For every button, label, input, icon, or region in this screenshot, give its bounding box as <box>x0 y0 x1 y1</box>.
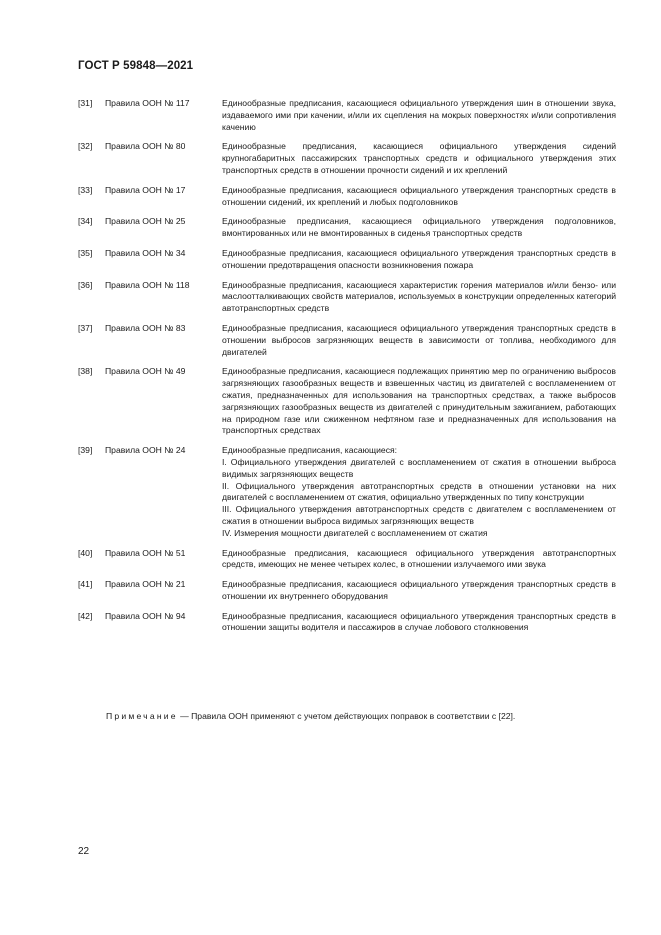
reference-document: Правила ООН № 94 <box>105 610 186 621</box>
reference-title <box>222 323 616 358</box>
reference-title-line: Единообразные предписания, касающиеся официального утверждения шин в отношении звука, издаваемого ими при качении, и/или их сцепления на мокрых поверхностях и/или сопротивления качению <box>222 98 616 132</box>
reference-title <box>222 366 616 437</box>
reference-title-line: IV. Измерения мощности двигателей с воспламенением от сжатия <box>222 527 488 538</box>
reference-number: [32] <box>78 141 93 152</box>
reference-document: Правила ООН № 17 <box>105 184 186 195</box>
reference-title-line: Единообразные предписания, касающиеся официального утверждения транспортных средств в отношении защиты водителя и пассажиров в случае лобового столкновения <box>222 610 616 633</box>
reference-title-line: Единообразные предписания, касающиеся официального утверждения транспортных средств в отношении выбросов загрязняющих веществ в зависимости от топлива, необходимого для двигателей <box>222 322 616 357</box>
reference-title-line: Единообразные предписания, касающиеся подлежащих принятию мер по ограничению выбросов загрязняющих газообразных веществ и взвешенных частиц из двигателей с воспламенением от сжатия, предназначенных для использования на транспортных средствах, а также выбросов загрязняющих газообразных веществ из двигателей с принудительным зажиганием, работающих на природном газе или сжиженном нефтяном газе и предназначенных для использования на транспортных средствах <box>222 366 616 436</box>
reference-document: Правила ООН № 51 <box>105 547 186 558</box>
reference-title-line: II. Официального утверждения автотранспортных средств в отношении установки на них двигателей с воспламенением от сжатия, официально утвержденных по типу конструкции <box>222 480 616 503</box>
reference-title-line: Единообразные предписания, касающиеся официального утверждения подголовников, вмонтированных или не вмонтированных в сиденья транспортных средств <box>222 216 616 239</box>
reference-number: [31] <box>78 98 93 108</box>
reference-number: [37] <box>78 322 93 333</box>
references-list <box>78 98 616 642</box>
reference-number: [40] <box>78 547 93 558</box>
reference-document: Правила ООН № 118 <box>105 279 190 290</box>
reference-number: [35] <box>78 247 93 258</box>
reference-number: [38] <box>78 366 93 377</box>
reference-title-line: Единообразные предписания, касающиеся официального утверждения автотранспортных средств, имеющих не менее четырех колес, в отношении излучаемого ими звука <box>222 547 616 570</box>
reference-document: Правила ООН № 117 <box>105 98 190 108</box>
page-number: 22 <box>78 846 90 857</box>
reference-document: Правила ООН № 25 <box>105 216 186 227</box>
reference-entry <box>78 141 616 176</box>
reference-title <box>222 216 616 240</box>
reference-title-line: III. Официального утверждения автотранспортных средств с двигателем с воспламенением от сжатия в отношении выброса видимых загрязняющих веществ <box>222 504 616 526</box>
reference-title <box>222 445 616 539</box>
reference-document: Правила ООН № 24 <box>105 445 186 456</box>
reference-document: Правила ООН № 21 <box>105 579 186 590</box>
reference-entry <box>78 248 616 272</box>
reference-title-line: Единообразные предписания, касающиеся: <box>222 445 398 456</box>
reference-number: [33] <box>78 184 93 195</box>
reference-title <box>222 248 616 272</box>
reference-title <box>222 548 616 572</box>
reference-entry <box>78 323 616 358</box>
reference-title-line: Единообразные предписания, касающиеся официального утверждения сидений крупногабаритных пассажирских транспортных средств и официального утверждения этих транспортных средств в отношении прочности сидений и их креплений <box>222 141 616 175</box>
reference-entry <box>78 445 616 539</box>
note <box>106 711 515 723</box>
note-label: Примечание <box>106 711 178 721</box>
reference-title <box>222 280 616 315</box>
reference-entry <box>78 98 616 133</box>
reference-number: [41] <box>78 579 93 590</box>
reference-number: [39] <box>78 445 93 456</box>
reference-document: Правила ООН № 34 <box>105 247 186 258</box>
reference-entry <box>78 611 616 635</box>
reference-title-line: Единообразные предписания, касающиеся характеристик горения материалов и/или бензо- или маслоотталкивающих свойств материалов, используемых в конструкции определенных категорий автотранспортных средств <box>222 279 616 314</box>
reference-document: Правила ООН № 83 <box>105 322 186 333</box>
reference-title-line: Единообразные предписания, касающиеся официального утверждения транспортных средств в отношении их внутреннего оборудования <box>222 579 616 601</box>
reference-number: [36] <box>78 279 93 290</box>
document-header: ГОСТ Р 59848—2021 <box>78 60 194 72</box>
reference-entry <box>78 185 616 209</box>
note-text: — Правила ООН применяют с учетом действующих поправок в соответствии с [22]. <box>177 711 516 721</box>
reference-document: Правила ООН № 49 <box>105 366 186 377</box>
reference-title-line: Единообразные предписания, касающиеся официального утверждения транспортных средств в отношении сидений, их креплений и любых подголовников <box>222 184 616 207</box>
reference-title <box>222 611 616 635</box>
reference-title-line: Единообразные предписания, касающиеся официального утверждения транспортных средств в отношении предотвращения опасности возникновения пожара <box>222 247 616 270</box>
reference-title <box>222 141 616 176</box>
reference-number: [42] <box>78 610 93 621</box>
reference-number: [34] <box>78 216 93 227</box>
reference-title <box>222 579 616 603</box>
reference-title-line: I. Официального утверждения двигателей с воспламенением от сжатия в отношении выброса видимых загрязняющих веществ <box>222 456 616 479</box>
reference-entry <box>78 366 616 437</box>
reference-entry <box>78 579 616 603</box>
reference-entry <box>78 280 616 315</box>
reference-entry <box>78 548 616 572</box>
reference-title <box>222 98 616 133</box>
reference-entry <box>78 216 616 240</box>
reference-document: Правила ООН № 80 <box>105 141 186 152</box>
reference-title <box>222 185 616 209</box>
